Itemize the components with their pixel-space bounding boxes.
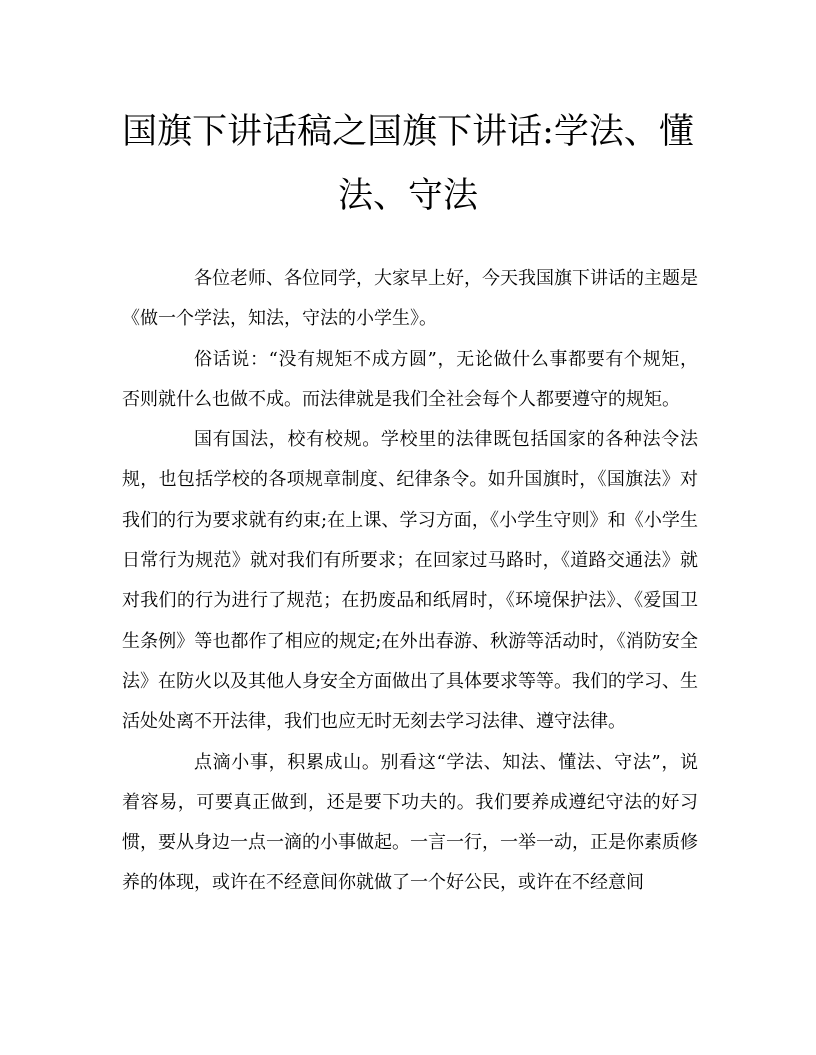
title-line-2: 法、守法 bbox=[337, 176, 478, 216]
paragraph-greeting: 各位老师、各位同学，大家早上好，今天我国旗下讲话的主题是《做一个学法，知法，守法的小学生》。 bbox=[122, 268, 698, 330]
document-body bbox=[122, 259, 698, 904]
title-line-1: 国旗下讲话稿之国旗下讲话:学法、懂 bbox=[122, 112, 694, 152]
paragraph-rules: 国有国法，校有校规。学校里的法律既包括国家的各种法令法规，也包括学校的各项规章制度、纪律条令。如升国旗时，《国旗法》对我们的行为要求就有约束;在上课、学习方面，《小学生守则》和《小学生日常行为规范》就对我们有所要求；在回家过马路时，《道路交通法》就对我们的行为进行了规范；在扔废品和纸屑时，《环境保护法》、《爱国卫生条例》等也都作了相应的规定;在外出春游、秋游等活动时，《消防安全法》在防火以及其他人身安全方面做出了具体要求等等。我们的学习、生活处处离不开法律，我们也应无时无刻去学习法律、遵守法律。 bbox=[122, 429, 698, 733]
paragraph-small-things: 点滴小事，积累成山。别看这“学法、知法、懂法、守法”，说着容易，可要真正做到，还是要下功夫的。我们要养成遵纪守法的好习惯，要从身边一点一滴的小事做起。一言一行，一举一动，正是你素质修养的体现，或许在不经意间你就做了一个好公民，或许在不经意间 bbox=[122, 751, 698, 894]
document-title bbox=[100, 100, 716, 228]
paragraph-proverb: 俗话说：“没有规矩不成方圆”，无论做什么事都要有个规矩，否则就什么也做不成。而法律就是我们全社会每个人都要遵守的规矩。 bbox=[122, 348, 698, 410]
